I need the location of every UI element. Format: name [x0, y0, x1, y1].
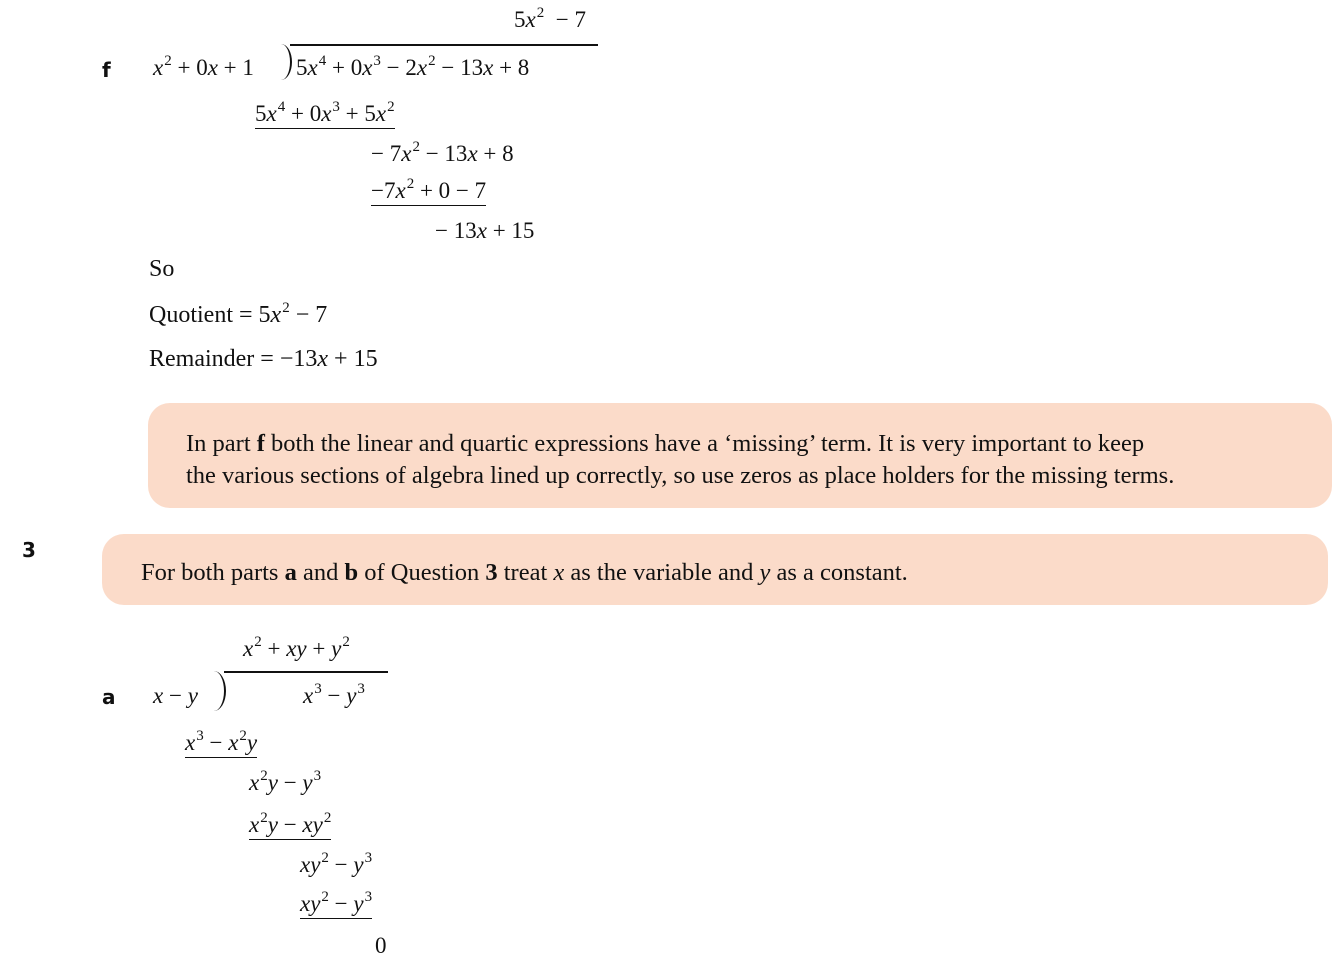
part-a-label: a	[102, 685, 116, 709]
note-f-line-1: In part f both the linear and quartic expressions have a ‘missing’ term. It is very important to keep	[186, 430, 1145, 457]
part-a-step-5: $xy^2 - y^3$	[300, 892, 372, 919]
remainder-line	[149, 346, 378, 373]
part-a-step-2: $x^2y - y^3$	[249, 768, 322, 795]
quotient-line	[149, 302, 327, 329]
part-a-quotient: $x^2$ + xy + $y^2$	[243, 634, 350, 661]
note-q3-text: For both parts a and b of Question 3 treat x as the variable and y as a constant.	[141, 559, 908, 586]
division-bar	[224, 671, 388, 673]
division-bar	[290, 44, 598, 46]
part-f-step-1: $5x^4 + 0x^3 + 5x^2$	[255, 102, 395, 129]
remainder-label: Remainder	[149, 346, 255, 372]
question-3-number: 3	[22, 538, 36, 562]
part-a-step-3: $x^2y - xy^2$	[249, 813, 331, 840]
note-box-part-f	[148, 403, 1332, 508]
division-bracket	[214, 671, 226, 711]
part-a-step-4: $xy^2 - y^3$	[300, 850, 373, 877]
note-box-question-3	[102, 534, 1328, 605]
so-text: So	[149, 256, 175, 282]
part-a-remainder: 0	[375, 933, 387, 958]
part-f-step-3: $-7x^2 + 0 - 7$	[371, 179, 486, 206]
quotient-label: Quotient	[149, 302, 233, 328]
part-f-remainder-step: − 13x + 15	[435, 218, 535, 243]
part-a-dividend: $x^3 - y^3$	[303, 681, 365, 708]
quotient-value: = $5x^2 - 7$	[239, 300, 328, 328]
part-a-divisor: x − y	[153, 683, 198, 708]
part-f-label: f	[102, 58, 111, 82]
part-a-step-1: $x^3 - x^2y$	[185, 731, 257, 758]
remainder-value: = −13x + 15	[260, 346, 378, 372]
part-f-step-2: − $7x^2 - 13x + 8$	[371, 139, 514, 166]
part-f-dividend: $5x^4 + 0x^3 - 2x^2 - 13x + 8$	[296, 53, 530, 80]
note-f-line-2: the various sections of algebra lined up correctly, so use zeros as place holders for the missing terms.	[186, 462, 1175, 489]
division-bracket	[280, 44, 292, 80]
part-f-divisor: $x^2 + 0x + 1$	[153, 53, 254, 80]
part-f-quotient: $5x^2 - 7$	[514, 5, 586, 32]
